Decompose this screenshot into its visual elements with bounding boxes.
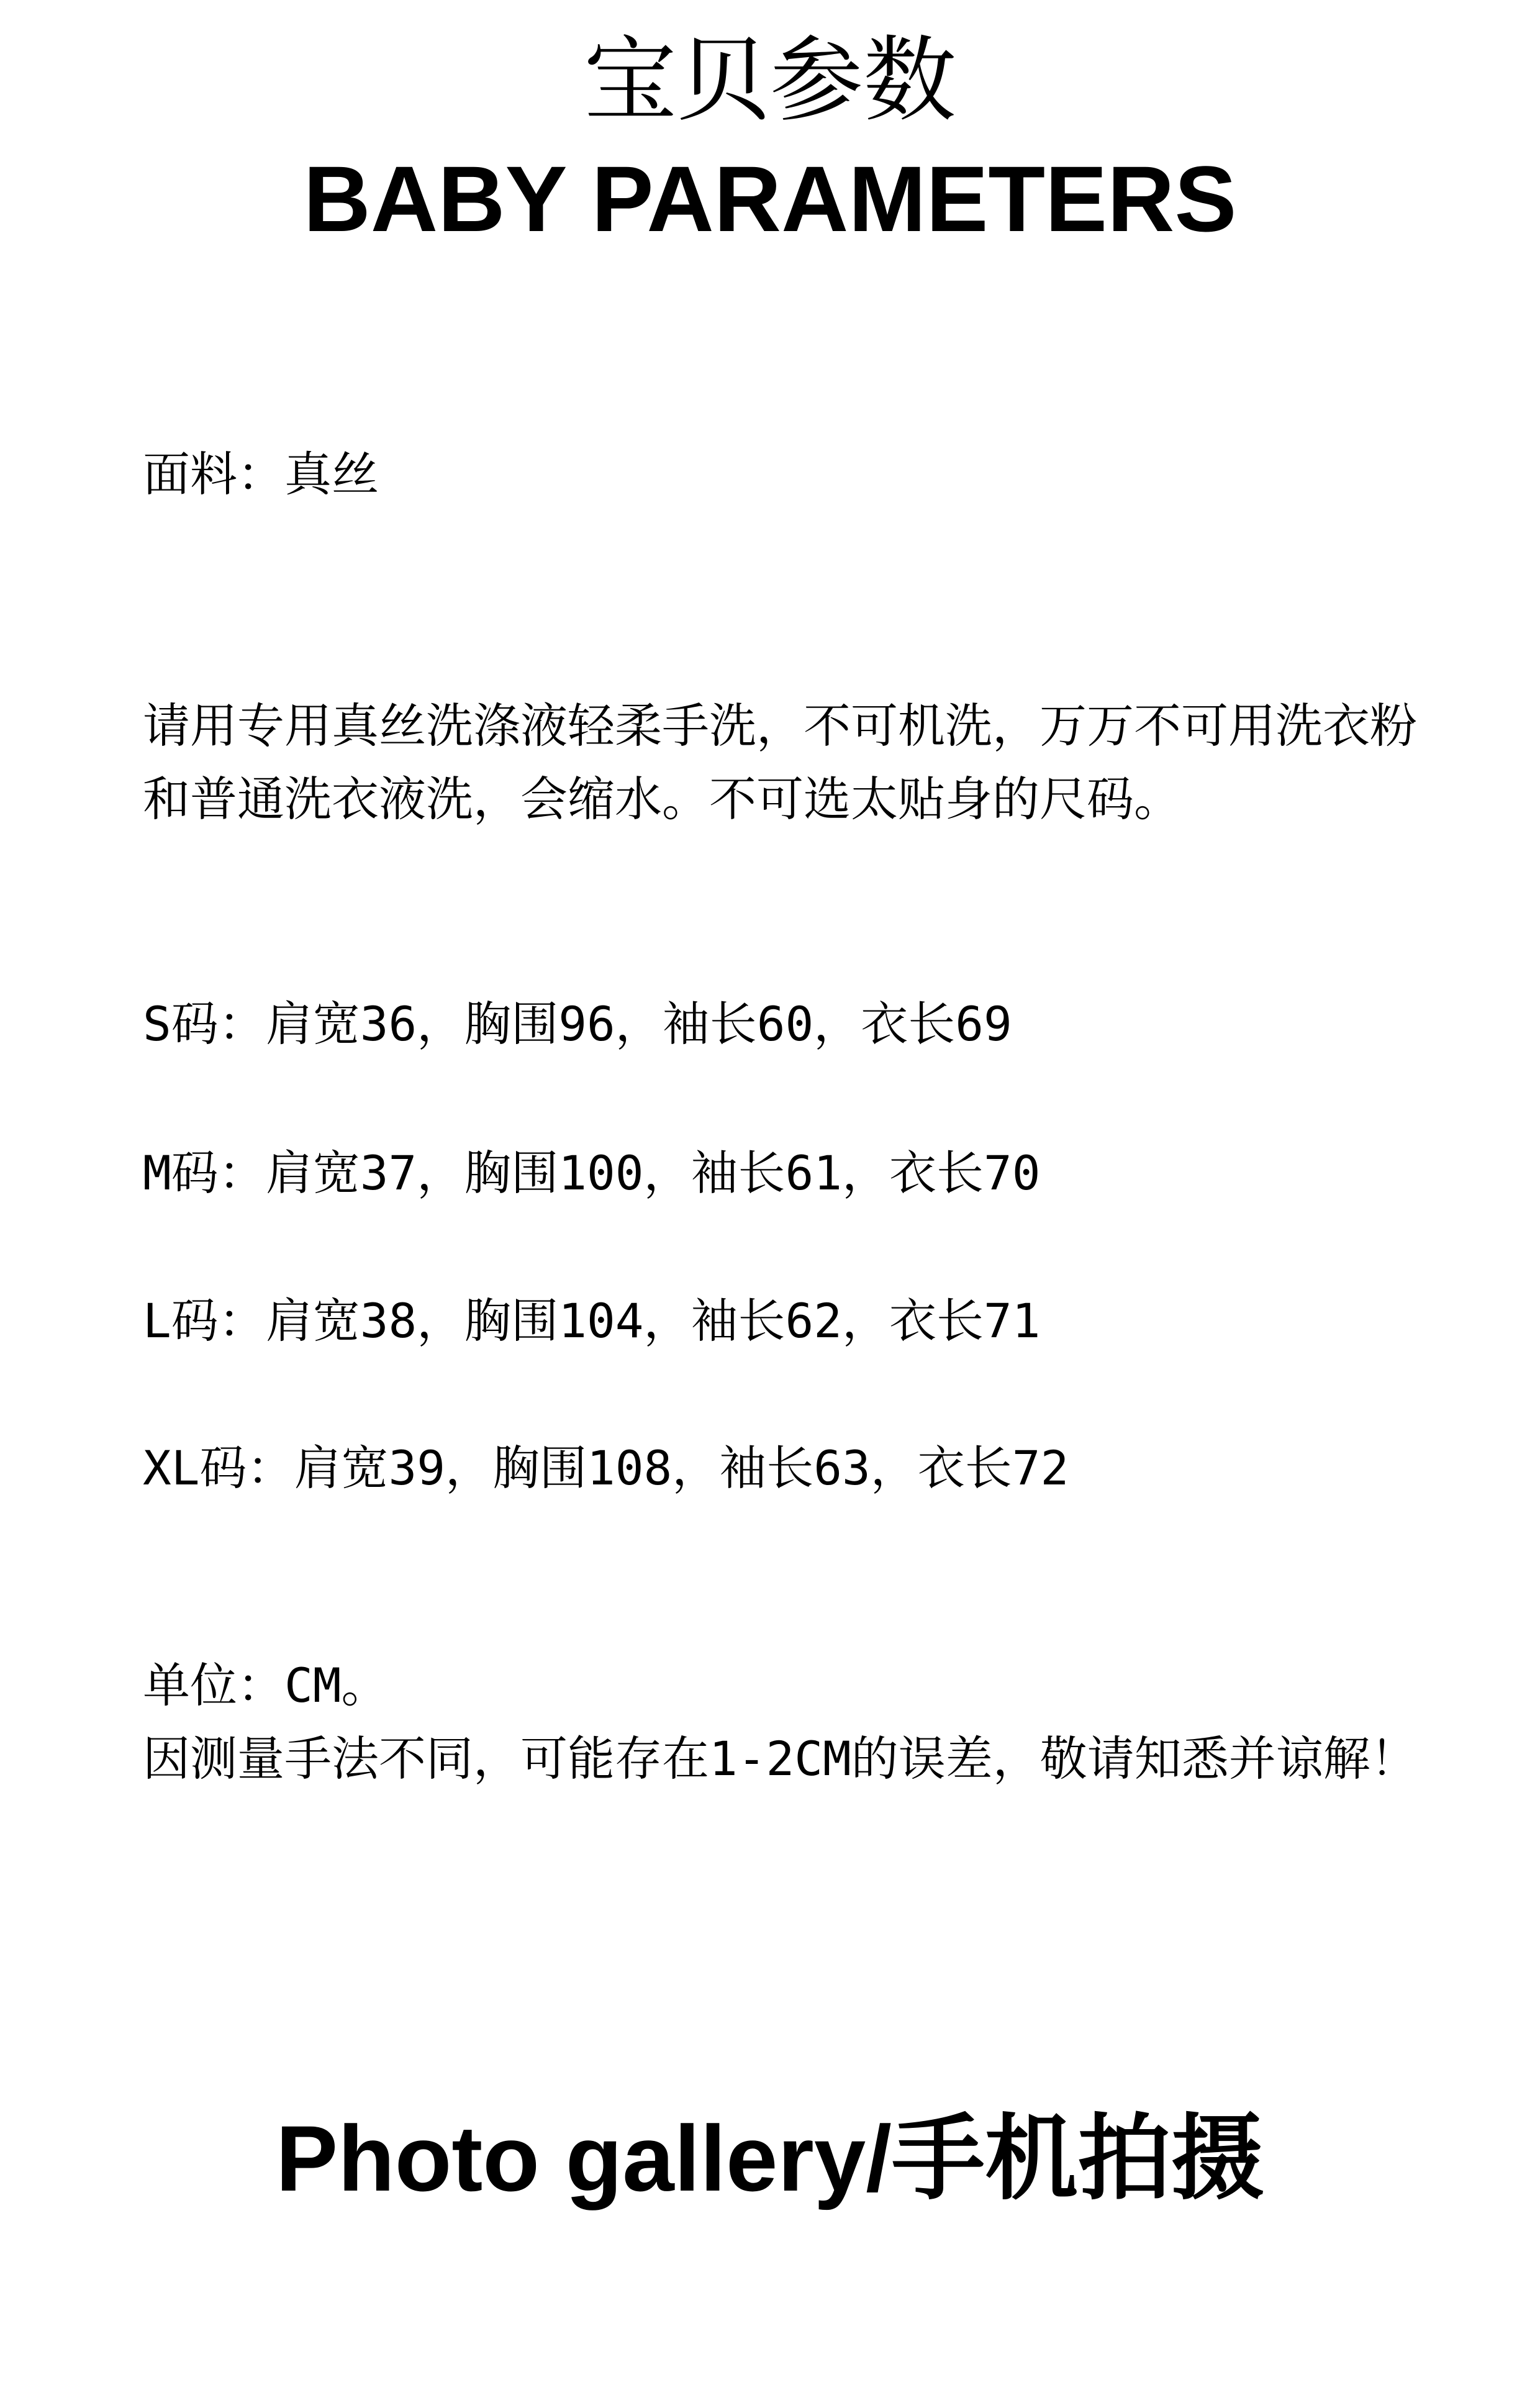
care-instructions-line-2: 和普通洗衣液洗，会缩水。不可选太贴身的尺码。: [143, 771, 1181, 827]
size-row-xl: XL码：肩宽39，胸围108，袖长63，衣长72: [143, 1440, 1069, 1496]
page-title-chinese: 宝贝参数: [583, 27, 956, 135]
photo-gallery-heading: Photo gallery/手机拍摄: [276, 2106, 1264, 2210]
care-instructions-line-1: 请用专用真丝洗涤液轻柔手洗，不可机洗，万万不可用洗衣粉: [143, 698, 1417, 753]
measurement-note: 因测量手法不同，可能存在1-2CM的误差，敬请知悉并谅解！: [143, 1731, 1418, 1786]
size-row-m: M码：肩宽37，胸围100，袖长61，衣长70: [143, 1145, 1041, 1201]
unit-line: 单位：CM。: [143, 1658, 389, 1713]
size-row-l: L码：肩宽38，胸围104，袖长62，衣长71: [143, 1293, 1041, 1348]
fabric-line: 面料：真丝: [143, 447, 379, 502]
page-title-english: BABY PARAMETERS: [303, 147, 1237, 251]
size-row-s: S码：肩宽36，胸围96，袖长60，衣长69: [143, 996, 1012, 1052]
